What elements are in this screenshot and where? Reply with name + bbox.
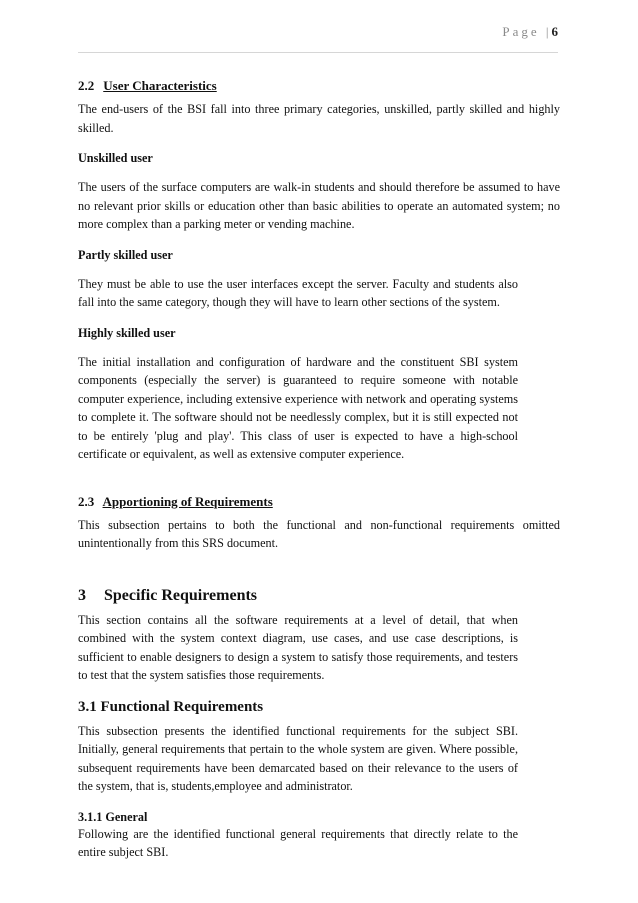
- section-heading-2-2: [78, 78, 560, 94]
- general-requirements-body: Following are the identified functional general requirements that directly relate to the entire subject SBI.: [78, 826, 518, 859]
- partly-skilled-user-heading: Partly skilled user: [78, 247, 173, 262]
- section-number: 3: [78, 586, 86, 604]
- page-number-value: 6: [551, 24, 558, 39]
- section-title: Specific Requirements: [104, 586, 258, 604]
- specific-requirements-body: This section contains all the software requirements at a level of detail, that when combined with the system context diagram, use cases, and use case descriptions, is sufficient to enable designers to design a system to satisfy those requirements, and testers to test that the system satisfies those requirements.: [78, 612, 518, 682]
- section-title: User Characteristics: [103, 78, 217, 93]
- partly-skilled-user-body: They must be able to use the user interfaces except the server. Faculty and students also fall into the same category, though they will have to learn other sections of the system.: [78, 276, 518, 309]
- page-header: [78, 12, 558, 53]
- page-number: [502, 24, 558, 40]
- section-number: 2.3: [78, 493, 95, 509]
- highly-skilled-user-body: The initial installation and configuration of hardware and the constituent SBI system components (especially the server) is guaranteed to require someone with notable computer experience, including extensive experience with network and operating systems to complete it. The software should not be needlessly complex, but it is still expected not to be entirely 'plug and play'. This class of user is expected to have a high-school certificate or equivalent, as well as extensive computer experience.: [78, 354, 518, 461]
- section-title: Apportioning of Requirements: [102, 493, 273, 509]
- section-heading-2-3: [78, 494, 560, 510]
- unskilled-user-heading: Unskilled user: [78, 151, 153, 165]
- page-content: [78, 78, 560, 862]
- section-heading-3: [78, 587, 560, 605]
- apportioning-body: This subsection pertains to both the functional and non-functional requirements omitted unintentionally from this SRS document.: [78, 517, 560, 550]
- page-label: Page |: [502, 24, 552, 39]
- user-characteristics-intro: The end-users of the BSI fall into three primary categories, unskilled, partly skilled and highly skilled.: [78, 102, 560, 135]
- section-heading-3-1-1: 3.1.1 General: [78, 809, 148, 824]
- unskilled-user-body: The users of the surface computers are walk-in students and should therefore be assumed to have no relevant prior skills or education other than basic abilities to operate an automated system; no more complex than a parking meter or vending machine.: [78, 180, 560, 231]
- functional-requirements-body: This subsection presents the identified functional requirements for the subject SBI. Initially, general requirements that pertain to the whole system are given. Where possible, subsequent requirements have been demarcated based on their relevance to the users of the system, that is, students,employee and administrator.: [78, 723, 518, 793]
- highly-skilled-user-heading: Highly skilled user: [78, 325, 176, 340]
- section-number: 2.2: [78, 78, 95, 93]
- section-heading-3-1: 3.1 Functional Requirements: [78, 698, 264, 715]
